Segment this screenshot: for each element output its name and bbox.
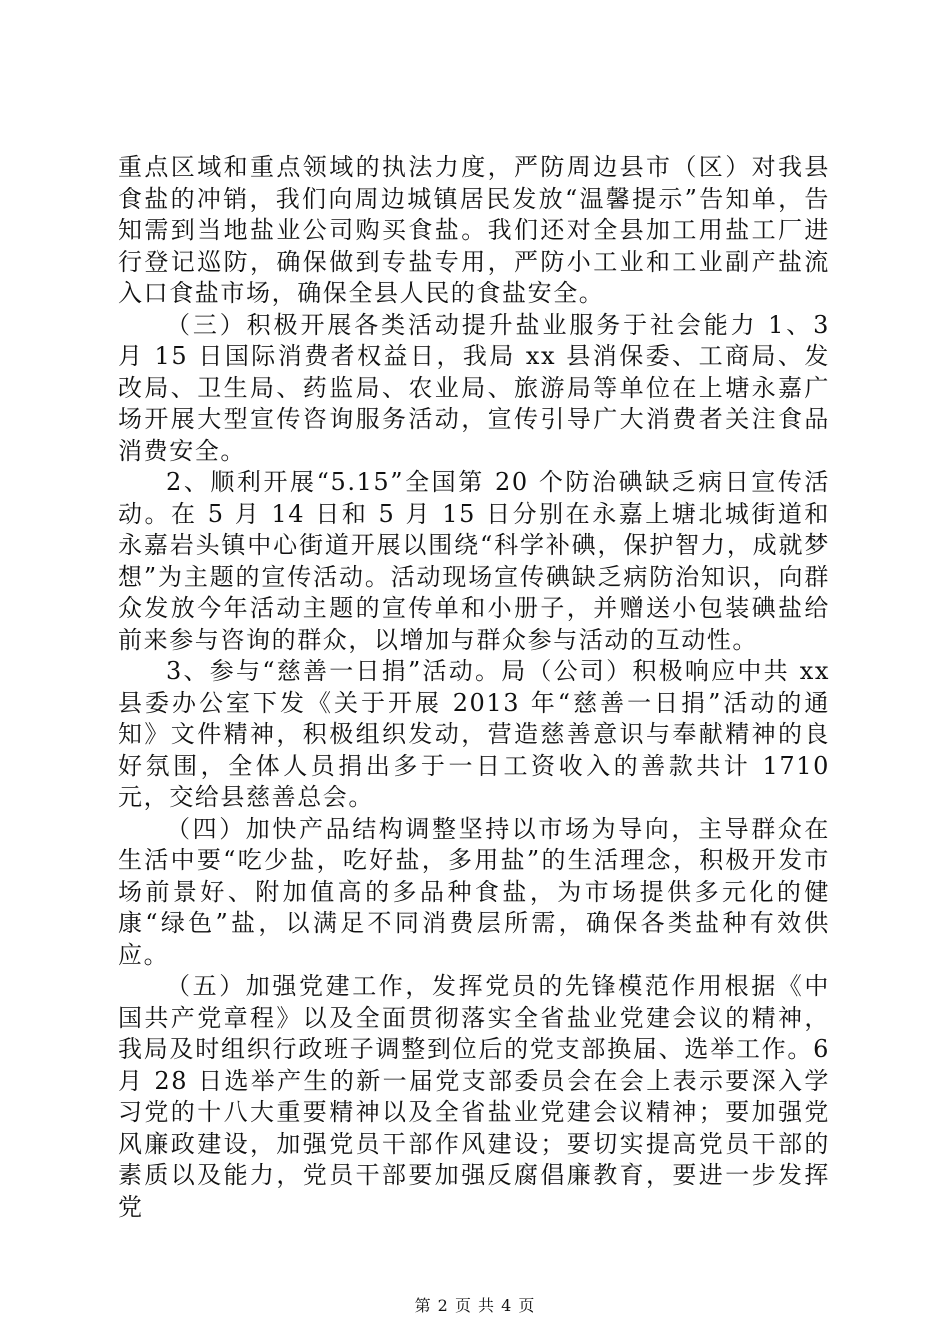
paragraph-5: （四）加快产品结构调整坚持以市场为导向，主导群众在生活中要“吃少盐，吃好盐，多用盐”的生活理念，积极开发市场前景好、附加值高的多品种食盐，为市场提供多元化的健康“绿色”盐，以满足不同消费层所需，确保各类盐种有效供应。 [118,814,830,969]
paragraph-4: 3、参与“慈善一日捐”活动。局（公司）积极响应中共 xx 县委办公室下发《关于开展 2013 年“慈善一日捐”活动的通知》文件精神，积极组织发动，营造慈善意识与奉献精神的良好氛围，全体人员捐出多于一日工资收入的善款共计 1710 元，交给县慈善总会。 [118,657,840,811]
document-body [118,152,840,1223]
paragraph-1: 重点区域和重点领域的执法力度，严防周边县市（区）对我县食盐的冲销，我们向周边城镇居民发放“温馨提示”告知单，告知需到当地盐业公司购买食盐。我们还对全县加工用盐工厂进行登记巡防，确保做到专盐专用，严防小工业和工业副产盐流入口食盐市场，确保全县人民的食盐安全。 [118,153,830,307]
paragraph-3: 2、顺利开展“5.15”全国第 20 个防治碘缺乏病日宣传活动。在 5 月 14 日和 5 月 15 日分别在永嘉上塘北城街道和永嘉岩头镇中心街道开展以围绕“科学补碘，保护智力，成就梦想”为主题的宣传活动。活动现场宣传碘缺乏病防治知识，向群众发放今年活动主题的宣传单和小册子，并赠送小包装碘盐给前来参与咨询的群众，以增加与群众参与活动的互动性。 [118,468,830,654]
paragraph-2: （三）积极开展各类活动提升盐业服务于社会能力 1、3 月 15 日国际消费者权益日，我局 xx 县消保委、工商局、发改局、卫生局、药监局、农业局、旅游局等单位在上塘永嘉广场开展大型宣传咨询服务活动，宣传引导广大消费者关注食品消费安全。 [118,310,840,465]
paragraph-6: （五）加强党建工作，发挥党员的先锋模范作用根据《中国共产党章程》以及全面贯彻落实全省盐业党建会议的精神，我局及时组织行政班子调整到位后的党支部换届、选举工作。6 月 28 日选举产生的新一届党支部委员会在会上表示要深入学习党的十八大重要精神以及全省盐业党建会议精神；要加强党风廉政建设，加强党员干部作风建设；要切实提高党员干部的素质以及能力，党员干部要加强反腐倡廉教育，要进一步发挥党 [118,972,840,1221]
page-number-footer: 第 2 页 共 4 页 [414,1296,536,1315]
